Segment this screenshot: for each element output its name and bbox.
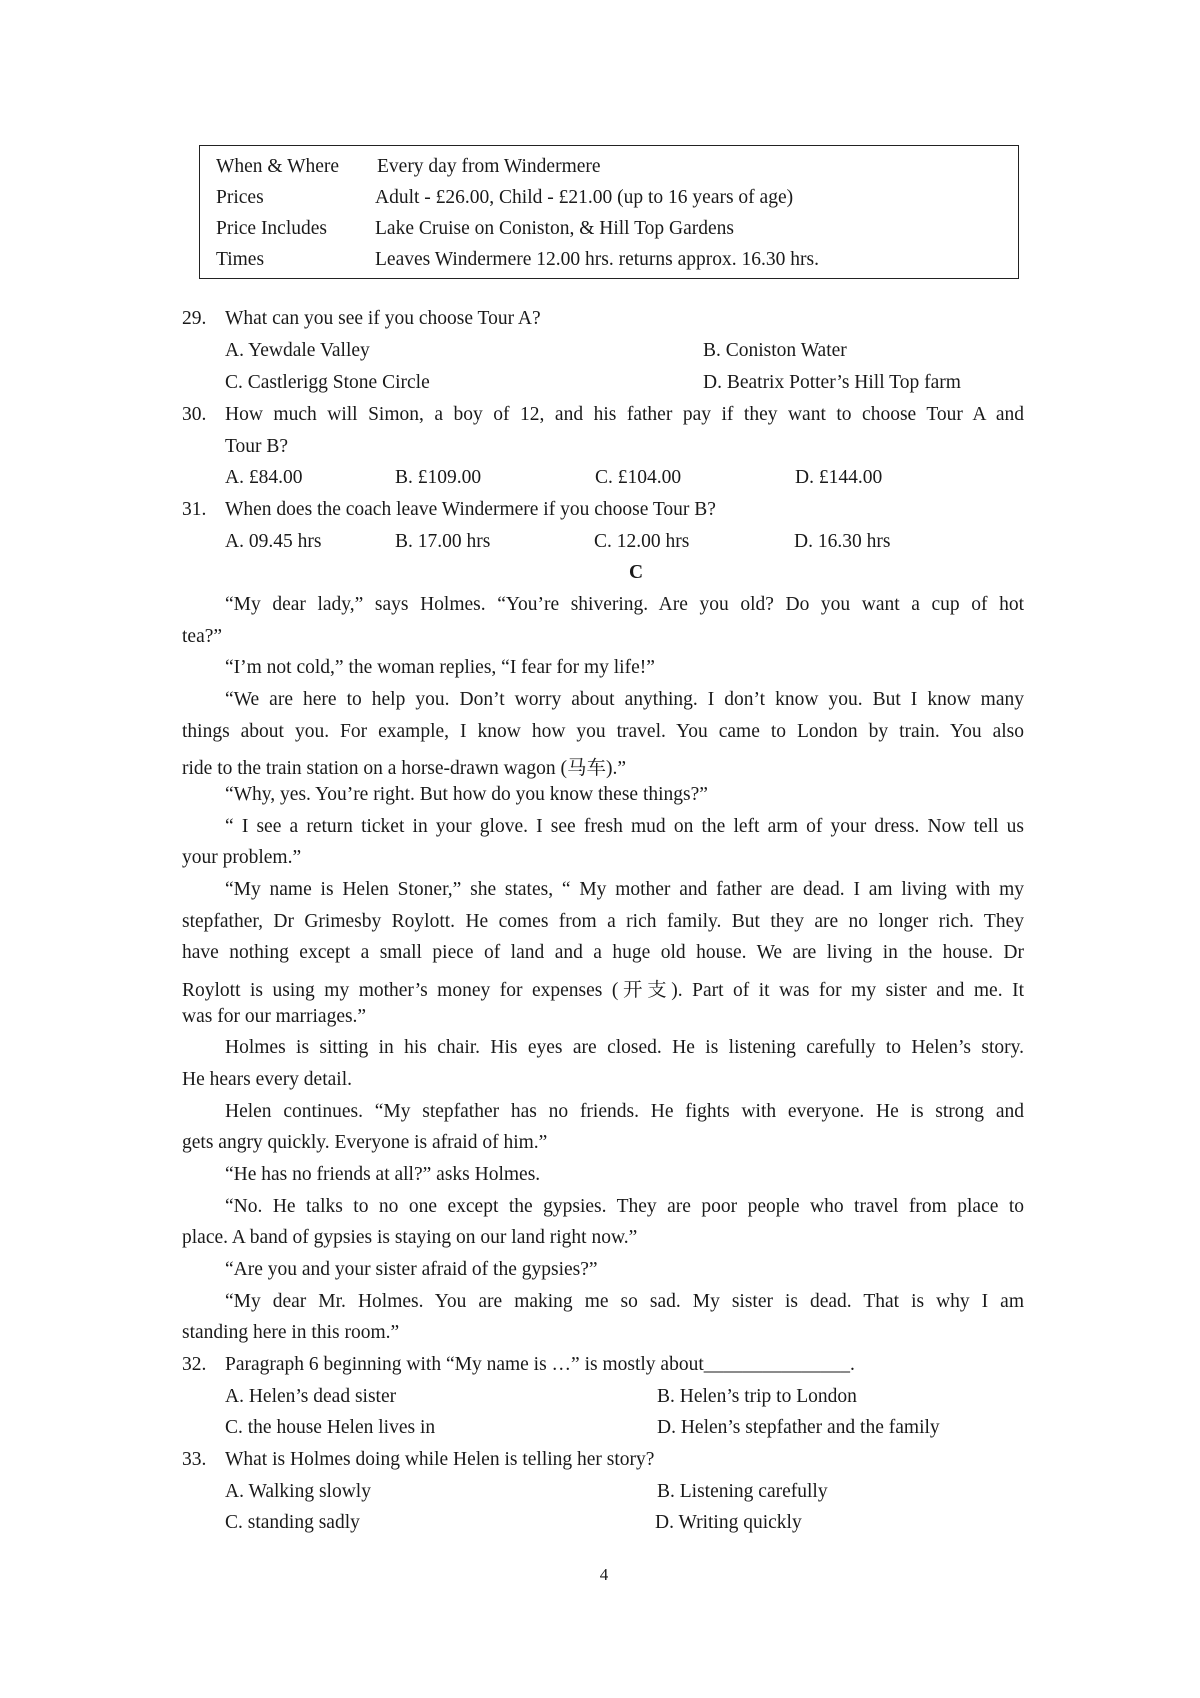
question-number: 31. — [182, 499, 207, 520]
passage-line: “My name is Helen Stoner,” she states, “ My mother and father are dead. I am living with my — [225, 879, 1024, 900]
passage-line: have nothing except a small piece of land and a huge old house. We are living in the house. Dr — [182, 942, 1024, 963]
option-d[interactable]: D. Writing quickly — [655, 1512, 802, 1533]
option-a[interactable]: A. £84.00 — [225, 467, 303, 488]
section-heading: C — [628, 562, 644, 583]
question-text: Paragraph 6 beginning with “My name is …” is mostly about_______________. — [225, 1354, 855, 1375]
info-value: Adult - £26.00, Child - £21.00 (up to 16 years of age) — [375, 187, 794, 208]
option-c[interactable]: C. standing sadly — [225, 1512, 360, 1533]
info-label: Prices — [216, 187, 264, 208]
passage-line: place. A band of gypsies is staying on our land right now.” — [182, 1227, 638, 1248]
passage-line: ride to the train station on a horse-drawn wagon (马车).” — [182, 758, 627, 779]
option-d[interactable]: D. 16.30 hrs — [794, 531, 891, 552]
page-number: 4 — [599, 1565, 609, 1584]
question-text: What is Holmes doing while Helen is telling her story? — [225, 1449, 655, 1470]
passage-line: was for our marriages.” — [182, 1006, 367, 1027]
passage-line: standing here in this room.” — [182, 1322, 400, 1343]
option-c[interactable]: C. Castlerigg Stone Circle — [225, 372, 430, 393]
question-text: How much will Simon, a boy of 12, and his father pay if they want to choose Tour A and — [225, 404, 1024, 425]
info-value: Lake Cruise on Coniston, & Hill Top Gardens — [375, 218, 734, 239]
passage-line: “No. He talks to no one except the gypsies. They are poor people who travel from place to — [225, 1196, 1024, 1217]
passage-line: Holmes is sitting in his chair. His eyes are closed. He is listening carefully to Helen’s story. — [225, 1037, 1024, 1058]
option-c[interactable]: C. the house Helen lives in — [225, 1417, 436, 1438]
info-value: Leaves Windermere 12.00 hrs. returns approx. 16.30 hrs. — [375, 249, 819, 270]
passage-line: tea?” — [182, 626, 223, 647]
passage-line: “We are here to help you. Don’t worry about anything. I don’t know you. But I know many — [225, 689, 1024, 710]
option-a[interactable]: A. Helen’s dead sister — [225, 1386, 397, 1407]
passage-line: Helen continues. “My stepfather has no friends. He fights with everyone. He is strong and — [225, 1101, 1024, 1122]
option-b[interactable]: B. 17.00 hrs — [395, 531, 491, 552]
question-number: 32. — [182, 1354, 207, 1375]
option-c[interactable]: C. 12.00 hrs — [594, 531, 690, 552]
option-a[interactable]: A. Yewdale Valley — [225, 340, 370, 361]
question-number: 33. — [182, 1449, 207, 1470]
info-label: When & Where — [216, 156, 340, 177]
option-a[interactable]: A. 09.45 hrs — [225, 531, 322, 552]
passage-line: “Are you and your sister afraid of the gypsies?” — [225, 1259, 598, 1280]
option-b[interactable]: B. Coniston Water — [703, 340, 847, 361]
option-c[interactable]: C. £104.00 — [595, 467, 682, 488]
info-label: Price Includes — [216, 218, 328, 239]
option-a[interactable]: A. Walking slowly — [225, 1481, 371, 1502]
info-value: Every day from Windermere — [377, 156, 601, 177]
passage-line: He hears every detail. — [182, 1069, 352, 1090]
passage-line: “My dear Mr. Holmes. You are making me so sad. My sister is dead. That is why I am — [225, 1291, 1024, 1312]
passage-line: “He has no friends at all?” asks Holmes. — [225, 1164, 541, 1185]
passage-line: “My dear lady,” says Holmes. “You’re shivering. Are you old? Do you want a cup of hot — [225, 594, 1024, 615]
passage-line: gets angry quickly. Everyone is afraid of him.” — [182, 1132, 548, 1153]
option-d[interactable]: D. Helen’s stepfather and the family — [657, 1417, 940, 1438]
question-number: 30. — [182, 404, 207, 425]
question-text-continued: Tour B? — [225, 436, 289, 457]
option-b[interactable]: B. £109.00 — [395, 467, 482, 488]
option-b[interactable]: B. Helen’s trip to London — [657, 1386, 857, 1407]
tour-info-table — [199, 145, 1019, 279]
question-text: When does the coach leave Windermere if you choose Tour B? — [225, 499, 716, 520]
passage-line: your problem.” — [182, 847, 302, 868]
question-number: 29. — [182, 308, 207, 329]
question-text: What can you see if you choose Tour A? — [225, 308, 541, 329]
option-d[interactable]: D. £144.00 — [795, 467, 883, 488]
option-d[interactable]: D. Beatrix Potter’s Hill Top farm — [703, 372, 961, 393]
passage-line: “Why, yes. You’re right. But how do you know these things?” — [225, 784, 708, 805]
option-b[interactable]: B. Listening carefully — [657, 1481, 828, 1502]
passage-line: stepfather, Dr Grimesby Roylott. He comes from a rich family. But they are no longer rich. They — [182, 911, 1024, 932]
passage-line: “I’m not cold,” the woman replies, “I fear for my life!” — [225, 657, 655, 678]
passage-line: things about you. For example, I know how you travel. You came to London by train. You also — [182, 721, 1024, 742]
info-label: Times — [216, 249, 265, 270]
passage-line: “ I see a return ticket in your glove. I see fresh mud on the left arm of your dress. Now tell us — [225, 816, 1024, 837]
passage-line: Roylott is using my mother’s money for expenses (开支). Part of it was for my sister and me. It — [182, 980, 1024, 1001]
